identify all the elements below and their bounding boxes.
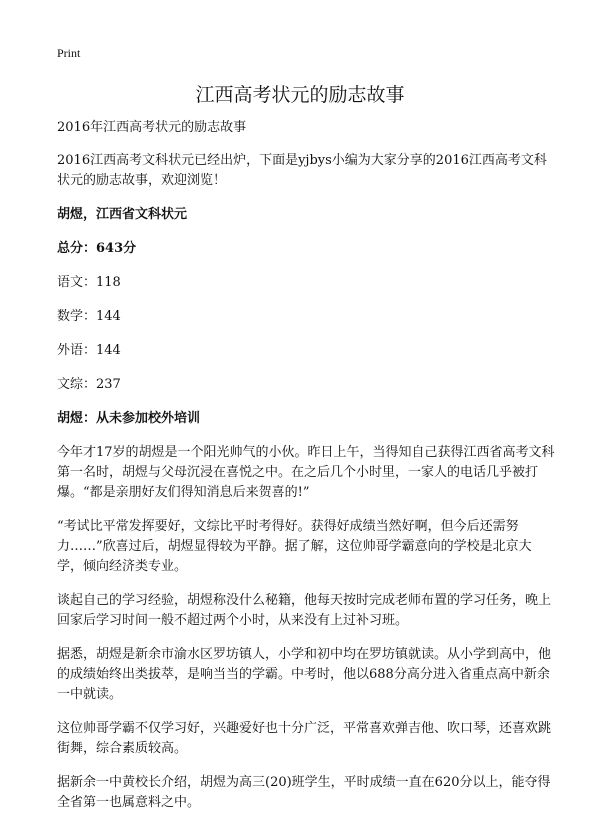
paragraph: “考试比平常发挥要好，文综比平时考得好。获得好成绩当然好啊，但今后还需努力……”欣喜过后，胡煜显得较为平静。据了解，这位帅哥学霸意向的学校是北京大学，倾向经济类专业。	[57, 519, 532, 574]
score-math: 数学：144	[57, 309, 121, 324]
paragraph: 据新余一中黄校长介绍，胡煜为高三(20)班学生，平时成绩一直在620分以上，能夺得全省第一也属意料之中。	[57, 775, 551, 810]
intro-paragraph: 2016江西高考文科状元已经出炉，下面是yjbys小编为大家分享的2016江西高考文科状元的励志故事，欢迎浏览！	[57, 153, 547, 188]
section-heading: 胡煜：从未参加校外培训	[57, 411, 201, 426]
paragraph: 谈起自己的学习经验，胡煜称没什么秘籍，他每天按时完成老师布置的学习任务，晚上回家后学习时间一般不超过两个小时，从来没有上过补习班。	[57, 593, 552, 628]
print-link[interactable]: Print	[57, 46, 81, 60]
article-body	[57, 118, 557, 813]
score-chinese: 语文：118	[57, 275, 121, 290]
page-title: 江西高考状元的励志故事	[195, 84, 405, 106]
article-subtitle: 2016年江西高考状元的励志故事	[57, 120, 247, 135]
paragraph: 今年才17岁的胡煜是一个阳光帅气的小伙。昨日上午，当得知自己获得江西省高考文科第一名时，胡煜与父母沉浸在喜悦之中。在之后几个小时里，一家人的电话几乎被打爆。“都是亲朋好友们得知消息后来贺喜的!”	[57, 445, 555, 500]
paragraph: 这位帅哥学霸不仅学习好，兴趣爱好也十分广泛，平常喜欢弹吉他、吹口琴，还喜欢跳街舞，综合素质较高。	[57, 721, 552, 756]
name-heading: 胡煜，江西省文科状元	[57, 207, 188, 222]
total-score: 总分：643分	[57, 241, 137, 256]
paragraph: 据悉，胡煜是新余市渝水区罗坊镇人，小学和初中均在罗坊镇就读。从小学到高中，他的成绩始终出类拔萃，是响当当的学霸。中考时，他以688分高分进入省重点高中新余一中就读。	[57, 647, 552, 702]
score-foreign-language: 外语：144	[57, 343, 121, 358]
score-liberal-arts: 文综：237	[57, 377, 121, 392]
